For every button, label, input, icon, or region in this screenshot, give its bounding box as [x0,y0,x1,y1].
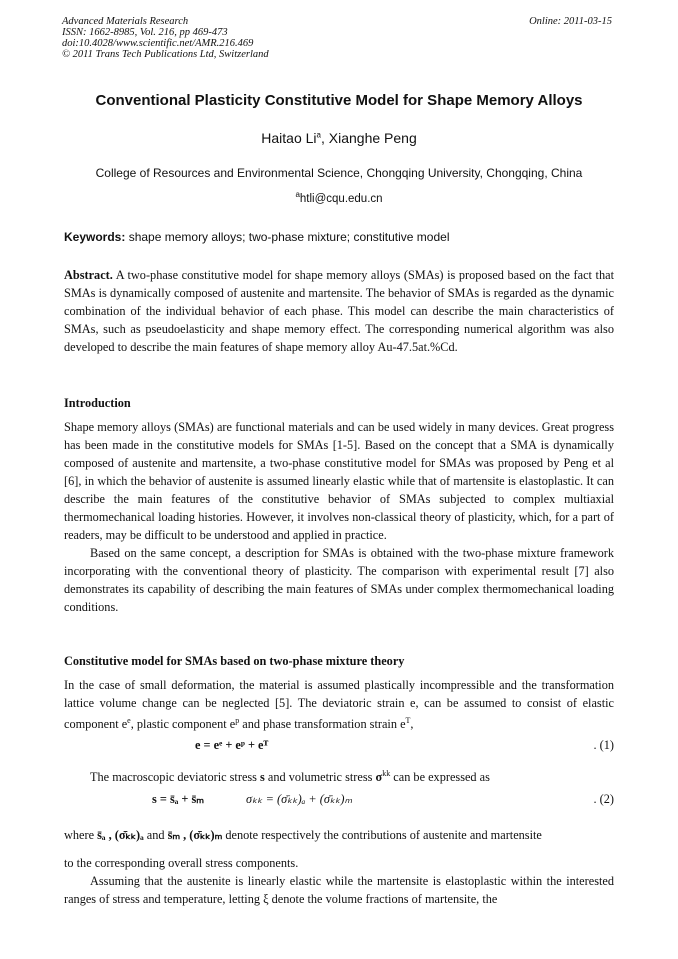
equation-2b: σₖₖ = (σ̄ₖₖ)ₐ + (σ̄ₖₖ)ₘ [246,792,353,806]
abstract-text: A two-phase constitutive model for shape memory alloys (SMAs) is proposed based on the fact that SMAs is dynamically composed of austenite and martensite. The behavior of SMAs is regarded as the dynamic combination of the individual behavior of each phase. This model can describe the main characteristics of SMAs, such as pseudoelasticity and shape memory effect. The corresponding numerical algorithm was also developed to describe the main features of shape memory alloy Au-47.5at.%Cd. [64,268,614,354]
text-run: and [143,828,168,842]
issn: ISSN: 1662-8985, Vol. 216, pp 469-473 [62,27,228,38]
affiliation: College of Resources and Environmental Science, Chongqing University, Chongqing, China [95,166,583,180]
journal-name: Advanced Materials Research [62,16,189,27]
section-2-heading: Constitutive model for SMAs based on two-phase mixture theory [64,654,405,668]
equation-2a: s = s̄ₐ + s̄ₘ [152,792,204,806]
authors [0,130,678,146]
text-run: , [410,717,414,732]
doi: doi:10.4028/www.scientific.net/AMR.216.469 [62,38,254,49]
text-run: can be expressed as [390,770,490,785]
superscript: kk [382,769,391,778]
equation-2-number: . (2) [593,792,614,806]
section-2-paragraph-3 [64,826,614,844]
symbol: s̄ₐ , (σ̄ₖₖ)ₐ [97,828,144,842]
abstract-label: Abstract. [64,268,113,282]
text-run: denote respectively the contributions of austenite and martensite [222,828,542,842]
email-address: htli@cqu.edu.cn [299,192,383,205]
intro-paragraph-1: Shape memory alloys (SMAs) are functional materials and can be used widely in many devices. Great progress has been made in the constitutive models for SMAs [1-5]. Based on the concept that a SMA is dynamically composed of austenite and martensite, a two-phase constitutive model for SMAs was proposed by Peng et al [6], in which the behavior of austenite is assumed linearly elastic while that of martensite is elastoplastic. It can describe the main features of the constitutive behavior of SMAs subjected to complex multiaxial thermomechanical loading histories. However, it involves non-classical theory of plasticity, which, for a part of readers, may be difficult to be understood and applied in practice. [64,420,614,542]
equation-1-number: . (1) [593,738,614,752]
copyright: © 2011 Trans Tech Publications Ltd, Switzerland [62,49,269,60]
section-2-paragraph-4: to the corresponding overall stress components. [64,856,299,870]
text-run: In the case of small deformation, the material is assumed plastically incompressible and the transformation lattice volume change can be neglected [5]. The deviatoric strain e, can be assumed to consist of elastic component e [64,678,614,732]
superscript: p [235,716,240,725]
email-affil-mark: a [295,190,300,199]
keywords [64,230,450,244]
symbol: s̄ₘ , (σ̄ₖₖ)ₘ [167,828,223,842]
author-1-affil-mark: a [316,130,321,140]
online-date: Online: 2011-03-15 [529,16,612,27]
equation-1: e = eᵉ + eᵖ + eᵀ [195,738,269,752]
symbol: s [260,770,265,785]
symbol: σ [375,770,383,785]
author-1: Haitao Li [261,130,317,146]
intro-heading: Introduction [64,396,131,410]
text-run: The macroscopic deviatoric stress [90,770,261,785]
text-run: and phase transformation strain e [239,717,406,732]
text-run: , plastic component e [130,717,236,732]
superscript: e [127,716,131,725]
paper-title: Conventional Plasticity Constitutive Model for Shape Memory Alloys [95,92,583,109]
email [0,190,678,205]
journal-info [62,16,269,60]
author-2: , Xianghe Peng [320,130,417,146]
text-run: and volumetric stress [264,770,376,785]
abstract [64,266,614,356]
keywords-text: shape memory alloys; two-phase mixture; constitutive model [125,230,450,244]
section-2-paragraph-5: Assuming that the austenite is linearly elastic while the martensite is elastoplastic within the interested ranges of stress and temperature, letting ξ denote the volume fractions of martensite, the [64,874,614,906]
superscript: T [405,716,411,725]
intro-paragraph-2: Based on the same concept, a description for SMAs is obtained with the two-phase mixture framework incorporating with the conventional theory of plasticity. The comparison with experimental result [7] also demonstrates its capability of describing the main features of SMAs under complex thermomechanical loading conditions. [64,546,614,614]
section-2-paragraph-2 [64,765,614,786]
section-2-paragraph-1 [64,676,614,733]
keywords-label: Keywords: [64,230,126,244]
text-run: where [64,828,98,842]
